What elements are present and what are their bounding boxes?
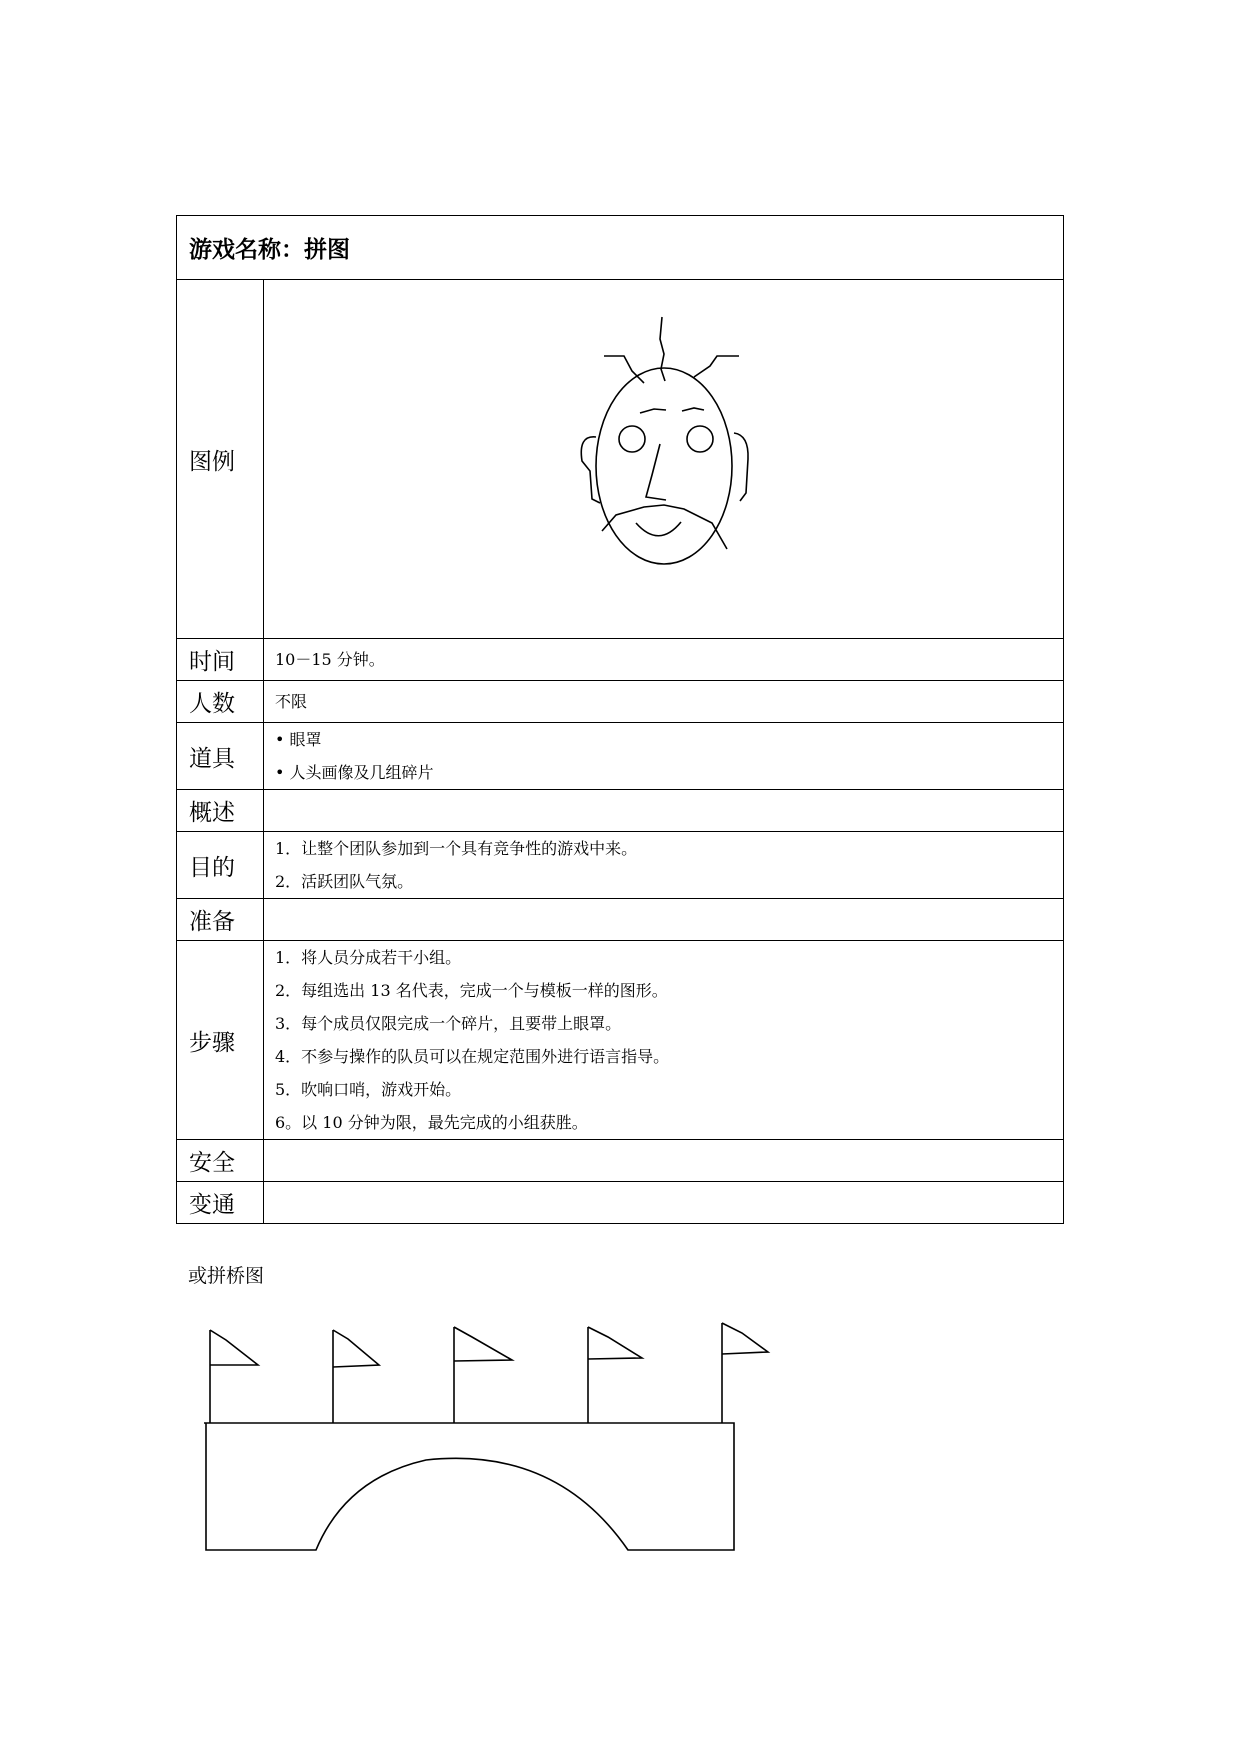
prep-label: 准备: [177, 899, 264, 941]
step-item: 3．每个成员仅限完成一个碎片，且要带上眼罩。: [275, 1014, 622, 1033]
mouth: [636, 522, 681, 536]
face-drawing-cell: [264, 280, 1064, 639]
flag: [333, 1330, 379, 1423]
eyebrow-left: [640, 409, 666, 413]
eyebrow-right: [682, 408, 704, 411]
step-item: 2．每组选出 13 名代表，完成一个与模板一样的图形。: [275, 981, 668, 1000]
purpose-item: 2．活跃团队气氛。: [275, 872, 414, 891]
overview-label: 概述: [177, 790, 264, 832]
step-item: 6。以 10 分钟为限，最先完成的小组获胜。: [275, 1113, 588, 1132]
purpose-label: 目的: [177, 832, 264, 899]
hair-strand-left: [604, 356, 644, 383]
bridge-drawing: [196, 1315, 776, 1555]
figure-label: 图例: [177, 280, 264, 639]
game-table: [176, 215, 1064, 1224]
props-item: • 眼罩: [275, 730, 322, 749]
eye-left: [619, 426, 645, 452]
props-label: 道具: [177, 723, 264, 790]
safety-value: [264, 1140, 1064, 1182]
people-label: 人数: [177, 681, 264, 723]
step-item: 4．不参与操作的队员可以在规定范围外进行语言指导。: [275, 1047, 670, 1066]
prep-value: [264, 899, 1064, 941]
alternative-caption: 或拼桥图: [188, 1265, 265, 1287]
face-drawing: [564, 309, 764, 609]
purpose-list: [264, 832, 1064, 899]
props-list: [264, 723, 1064, 790]
time-label: 时间: [177, 639, 264, 681]
game-title: 游戏名称：拼图: [177, 216, 1064, 280]
hair-strand-right: [694, 356, 739, 377]
variation-label: 变通: [177, 1182, 264, 1224]
ear-right: [734, 433, 748, 501]
step-item: 1．将人员分成若干小组。: [275, 948, 462, 967]
step-item: 5．吹响口哨，游戏开始。: [275, 1080, 462, 1099]
nose: [646, 444, 666, 500]
bridge-outline: [204, 1423, 734, 1550]
people-value: 不限: [264, 681, 1064, 723]
flag: [210, 1330, 258, 1423]
purpose-item: 1．让整个团队参加到一个具有竞争性的游戏中来。: [275, 839, 638, 858]
variation-value: [264, 1182, 1064, 1224]
eye-right: [687, 426, 713, 452]
props-item: • 人头画像及几组碎片: [275, 763, 434, 782]
flag: [454, 1327, 512, 1423]
flag: [722, 1323, 768, 1423]
safety-label: 安全: [177, 1140, 264, 1182]
steps-list: [264, 941, 1064, 1140]
overview-value: [264, 790, 1064, 832]
flag: [588, 1327, 642, 1423]
steps-label: 步骤: [177, 941, 264, 1140]
hair-strand-center: [660, 317, 665, 381]
time-value: 10－15 分钟。: [264, 639, 1064, 681]
